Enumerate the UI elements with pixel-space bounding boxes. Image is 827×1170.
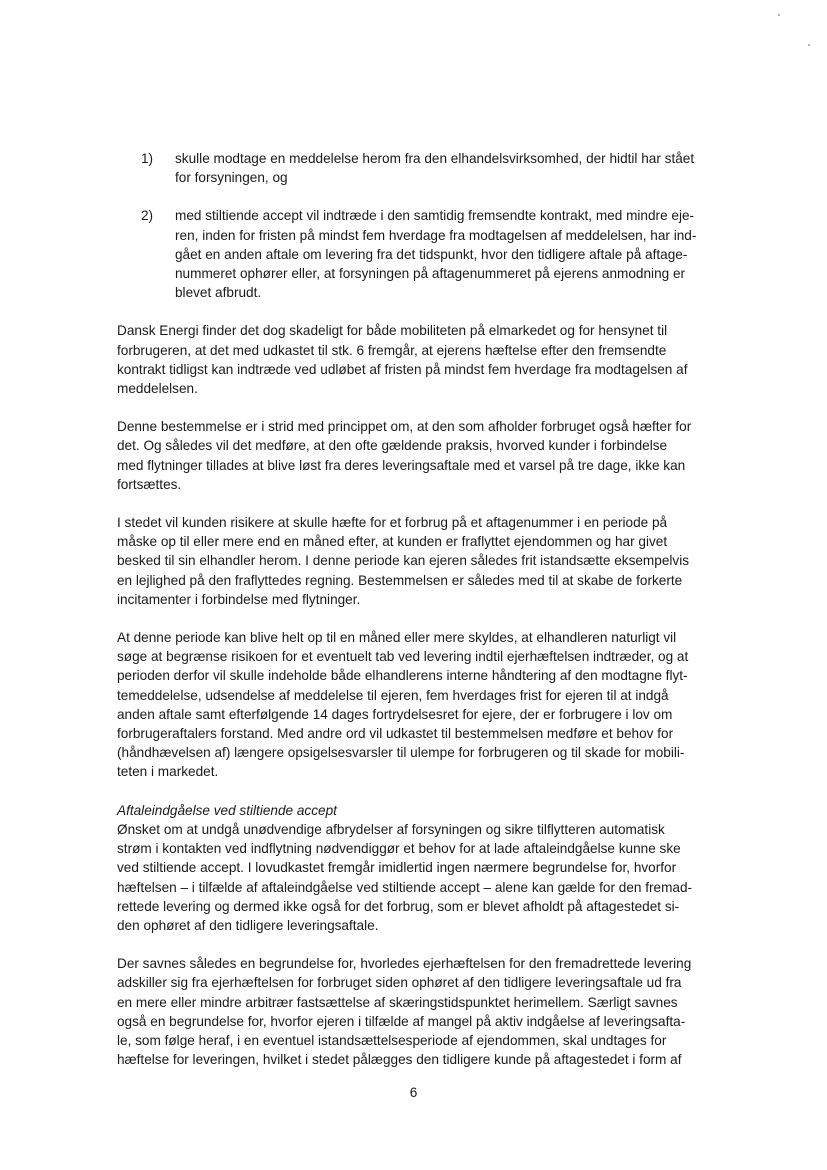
text-line: Der savnes således en begrundelse for, hvorledes ejerhæftelsen for den fremadrettede levering [117,956,692,972]
text-line: anden aftale samt efterfølgende 14 dages fortrydelsesret for ejere, der er forbrugere i lov om [117,706,673,722]
spacer [117,494,742,513]
text-line: fortsættes. [117,476,182,492]
text-line: også en begrundelse for, hvorfor ejeren i tilfælde af mangel på aktiv indgåelse af leveringsafta- [117,1013,686,1029]
paragraph [117,417,742,494]
text-line: med stiltiende accept vil indtræde i den samtidig fremsendte kontrakt, med mindre eje- [175,208,695,224]
spacer [117,398,742,417]
page-number: 6 [409,1085,418,1100]
text-line: Dansk Energi finder det dog skadeligt for både mobiliteten på elmarkedet og for hensynet til [117,323,668,339]
text-line: måske op til eller mere end en måned efter, at kunden er fraflyttet ejendommen og har givet [117,534,668,550]
list-item [141,149,742,187]
text-line: adskiller sig fra ejerhæftelsen for forbruget siden ophøret af den tidligere leveringsaftale ud fra [117,975,682,991]
text-line: en mere eller mindre arbitrær fastsættelse af skæringstidspunktet herimellem. Særligt savnes [117,994,678,1010]
text-line: incitamenter i forbindelse med flytninger. [117,591,361,607]
text-line: teten i markedet. [117,764,219,780]
text-line: Ønsket om at undgå unødvendige afbrydelser af forsyningen og sikre tilflytteren automatisk [117,821,665,837]
text-line: hæftelse for leveringen, hvilket i stedet pålægges den tidligere kunde på aftagestedet i form af [117,1052,682,1068]
list-number: 1) [141,151,154,166]
spacer [117,187,742,206]
text-line: ved stiltiende accept. I lovudkastet fremgår imidlertid ingen nærmere begrundelse for, hvorfor [117,860,677,876]
text-line: kontrakt tidligst kan indtræde ved udløbet af fristen på mindst fem hverdage fra modtagelsen af [117,361,688,377]
text-line: nummeret ophører eller, at forsyningen på aftagenummeret på ejerens anmodning er [175,266,686,282]
text-line: At denne periode kan blive helt op til en måned eller mere skyldes, at elhandleren naturligt vil [117,630,677,646]
text-line: meddelelsen. [117,381,198,397]
text-line: hæftelsen – i tilfælde af aftaleindgåelse ved stiltiende accept – alene kan gælde for den fremad- [117,879,693,895]
text-line: forbrugeraftalers forstand. Med andre ord vil udkastet til bestemmelsen medføre et behov for [117,726,674,742]
text-line: skulle modtage en meddelelse herom fra den elhandelsvirksomhed, der hidtil har stået [175,151,695,166]
scan-speck [778,14,780,16]
spacer [117,935,742,954]
paragraph [117,513,742,609]
paragraph [117,628,742,782]
text-line: besked til sin elhandler herom. I denne periode kan ejeren således frit istandsætte eksempelvis [117,553,690,569]
text-line: søge at begrænse risikoen for et eventuelt tab ved levering indtil ejerhæftelsen indtræder, og at [117,649,689,665]
spacer [117,609,742,628]
text-line: I stedet vil kunden risikere at skulle hæfte for et forbrug på et aftagenummer i en periode på [117,515,668,531]
spacer [117,302,742,321]
text-line: perioden derfor vil skulle indeholde både elhandlerens interne håndtering af den modtagne flyt- [117,668,688,684]
section [117,801,742,935]
text-line: den ophøret af den tidligere leveringsaftale. [117,917,379,933]
text-line: (håndhævelsen af) længere opsigelsesvarsler til ulempe for forbrugeren og til skade for mobili- [117,745,685,761]
paragraph [117,954,742,1069]
text-line: blevet afbrudt. [175,285,262,301]
text-line: for forsyningen, og [175,170,288,186]
list-number: 2) [141,208,154,224]
text-line: forbrugeren, at det med udkastet til stk. 6 fremgår, at ejerens hæftelse efter den fremsendte [117,342,667,358]
text-line: gået en anden aftale om levering fra det tidspunkt, hvor den tidligere aftale på aftage- [175,246,688,262]
paragraph [117,321,742,398]
text-line: ren, inden for fristen på mindst fem hverdage fra modtagelsen af meddelelsen, har ind- [175,227,697,243]
text-line: Denne bestemmelse er i strid med princippet om, at den som afholder forbruget også hæfter for [117,419,692,435]
spacer [117,782,742,801]
document-body [117,149,742,1069]
text-line: temeddelelse, udsendelse af meddelelse til ejeren, fem hverdages frist for ejeren til at indgå [117,687,669,703]
text-line: le, som følge heraf, i en eventuel istandsættelsesperiode af ejendommen, skal undtages for [117,1032,667,1048]
text-line: det. Og således vil det medføre, at den ofte gældende praksis, hvorved kunder i forbindelse [117,438,668,454]
section-heading: Aftaleindgåelse ved stiltiende accept [117,802,337,818]
list-item [141,206,742,302]
text-line: strøm i kontakten ved indflytning nødvendiggør et behov for at lade aftaleindgåelse kunne ske [117,841,681,857]
text-line: en lejlighed på den fraflyttedes regning. Bestemmelsen er således med til at skabe de forkerte [117,572,683,588]
text-line: rettede levering og dermed ikke også for det forbrug, som er blevet afholdt på aftagestedet si- [117,898,680,914]
text-line: med flytninger tillades at blive løst fra deres leveringsaftale med et varsel på tre dage, ikke kan [117,457,686,473]
scan-speck [808,44,810,46]
